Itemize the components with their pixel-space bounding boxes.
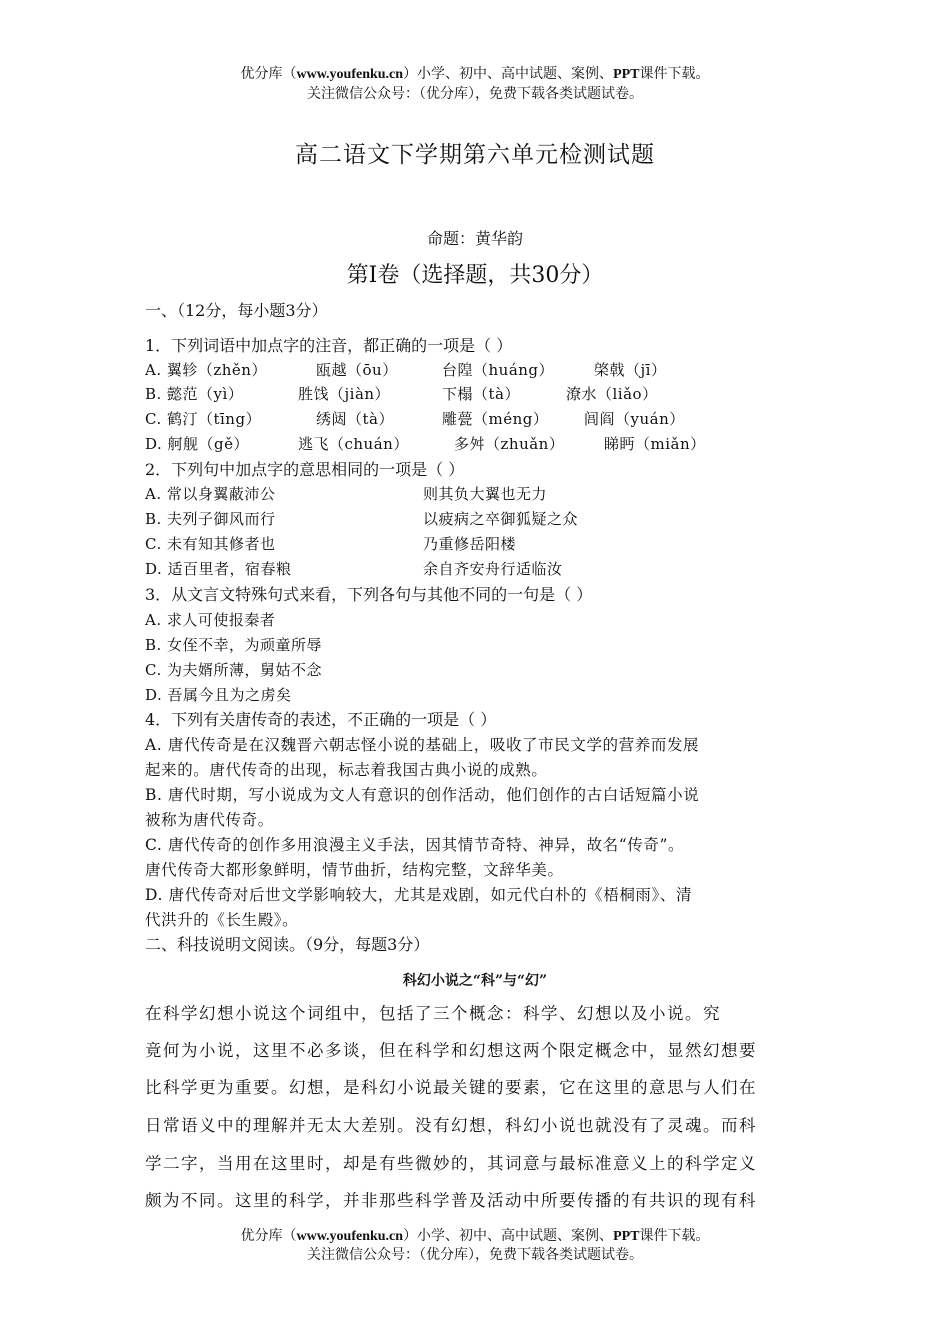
q4-line: C. 唐代传奇的创作多用浪漫主义手法，因其情节奇特、神异，故名“传奇”。: [145, 836, 685, 854]
article-line: 日常语义中的理解并无太大差别。没有幻想，科幻小说也就没有了灵魂。而科: [145, 1116, 757, 1135]
q1-d4: 睇眄（miǎn）: [604, 435, 706, 453]
q1-b2: 胜饯（jiàn）: [298, 385, 391, 403]
q4-line: 唐代传奇大都形象鲜明，情节曲折，结构完整，文辞华美。: [145, 861, 564, 879]
q3-b: B. 女侄不幸，为顽童所辱: [145, 636, 323, 654]
article-line: 在科学幻想小说这个词组中，包括了三个概念：科学、幻想以及小说。究: [145, 1004, 721, 1023]
q4-line: D. 唐代传奇对后世文学影响较大，尤其是戏剧，如元代白朴的《梧桐雨》、清: [145, 886, 693, 904]
article-line: 竟何为小说，这里不必多谈，但在科学和幻想这两个限定概念中，显然幻想要: [145, 1041, 757, 1060]
footer-line-1: [0, 1228, 950, 1245]
q1-b4: 潦水（liǎo）: [566, 385, 658, 403]
q3-stem: 3．从文言文特殊句式来看，下列各句与其他不同的一句是（ ）: [145, 585, 593, 604]
q4-stem: 4．下列有关唐传奇的表述，不正确的一项是（ ）: [145, 710, 497, 729]
q4-line: 起来的。唐代传奇的出现，标志着我国古典小说的成熟。: [145, 761, 548, 779]
q4-line: 代洪升的《长生殿》。: [145, 911, 299, 929]
q1-stem: 1．下列词语中加点字的注音，都正确的一项是（ ）: [145, 336, 513, 355]
q3-c: C. 为夫婿所薄，舅姑不念: [145, 661, 322, 679]
q1-d2: 逃飞（chuán）: [298, 435, 409, 453]
volume-heading: 第Ⅰ卷（选择题，共30分）: [346, 263, 604, 288]
q2-b-right: 以疲病之卒御狐疑之众: [423, 510, 579, 528]
q1-c1: C. 鹤汀（tīng）: [145, 410, 262, 428]
q3-a: A. 求人可使报秦者: [145, 611, 276, 629]
q1-d3: 多舛（zhuǎn）: [454, 435, 565, 453]
footer-line-2: 关注微信公众号：（优分库），免费下载各类试题试卷。: [307, 1247, 643, 1263]
q4-line: A. 唐代传奇是在汉魏晋六朝志怪小说的基础上，吸收了市民文学的营养而发展: [145, 736, 700, 754]
q1-d1: D. 舸舰（gě）: [145, 435, 250, 453]
footer-text: PPT: [613, 1229, 640, 1244]
q2-d-right: 余自齐安舟行适临汝: [423, 560, 563, 578]
site-link[interactable]: www.youfenku.cn: [296, 67, 404, 82]
q2-d-left: D. 适百里者，宿春粮: [145, 560, 292, 578]
q1-b1: B. 懿范（yì）: [145, 385, 244, 403]
article-line: 颇为不同。这里的科学，并非那些科学普及活动中所要传播的有共识的现有科: [145, 1191, 757, 1210]
article-line: 比科学更为重要。幻想，是科幻小说最关键的要素，它在这里的意思与人们在: [145, 1078, 757, 1097]
footer-text: 优分库（: [240, 1228, 297, 1244]
q1-a4: 棨戟（jī）: [594, 361, 667, 379]
header-line-1: [0, 66, 950, 83]
section1-heading: 一、（12分，每小题3分）: [145, 301, 328, 320]
q4-line: B. 唐代时期，写小说成为文人有意识的创作活动，他们创作的古白话短篇小说: [145, 786, 700, 804]
section2-heading: 二、科技说明文阅读。（9分，每题3分）: [145, 935, 430, 954]
q2-b-left: B. 夫列子御风而行: [145, 510, 276, 528]
footer-text: ）小学、初中、高中试题、案例、: [403, 1228, 614, 1244]
footer-text: 课件下载。: [639, 1228, 710, 1244]
q2-c-right: 乃重修岳阳楼: [423, 535, 517, 553]
author-line: 命题：黄华韵: [426, 229, 523, 248]
header-text: PPT: [613, 67, 640, 82]
q1-c2: 绣闼（tà）: [316, 410, 394, 428]
q2-c-left: C. 未有知其修者也: [145, 535, 276, 553]
article-line: 学二字，当用在这里时，却是有些微妙的，其词意与最标准意义上的科学定义: [145, 1154, 757, 1173]
header-line-2: 关注微信公众号：（优分库），免费下载各类试题试卷。: [307, 86, 643, 102]
site-link[interactable]: www.youfenku.cn: [296, 1229, 404, 1244]
header-text: 课件下载。: [639, 66, 710, 82]
page-title: 高二语文下学期第六单元检测试题: [295, 142, 655, 168]
q1-a1: A. 翼轸（zhěn）: [145, 361, 267, 379]
q4-line: 被称为唐代传奇。: [145, 811, 274, 829]
article-title: 科幻小说之“科”与“幻”: [402, 973, 548, 989]
header-text: ）小学、初中、高中试题、案例、: [403, 66, 614, 82]
q2-stem: 2．下列句中加点字的意思相同的一项是（ ）: [145, 460, 465, 479]
q1-c4: 闾阎（yuán）: [584, 410, 685, 428]
q1-a2: 瓯越（ōu）: [316, 361, 398, 379]
q1-c3: 雕甍（méng）: [442, 410, 549, 428]
q2-a-right: 则其负大翼也无力: [423, 485, 548, 503]
q1-a3: 台隍（huáng）: [442, 361, 555, 379]
header-text: 优分库（: [240, 66, 297, 82]
q2-a-left: A. 常以身翼蔽沛公: [145, 485, 276, 503]
q1-b3: 下榻（tà）: [442, 385, 520, 403]
q3-d: D. 吾属今且为之虏矣: [145, 686, 292, 704]
